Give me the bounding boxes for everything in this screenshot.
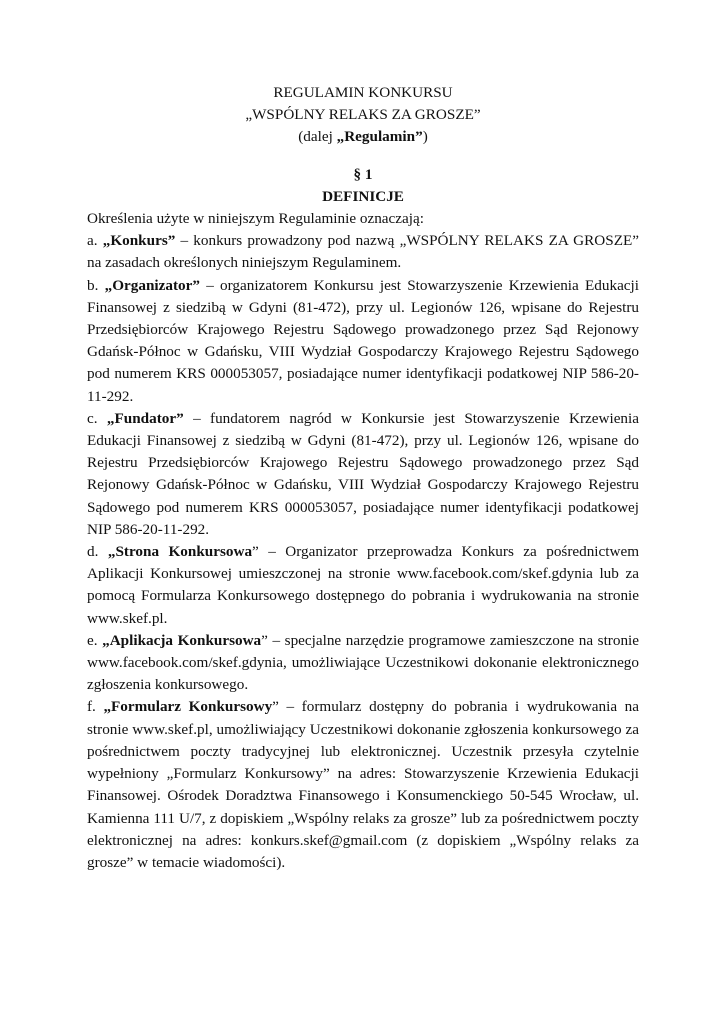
contest-name: „WSPÓLNY RELAKS ZA GROSZE” [245,106,481,124]
item-text: – konkurs prowadzony pod nazwą „WSPÓLNY RELAKS ZA GROSZE” na zasadach określonych niniejszym Regulaminem. [87,232,639,272]
item-letter: b. [87,276,105,294]
item-text: ” – specjalne narzędzie programowe zamieszczone na stronie www.facebook.com/skef.gdynia, umożliwiające Uczestnikowi dokonanie elektronicznego zgłoszenia konkursowego. [87,631,639,694]
item-text: – fundatorem nagród w Konkursie jest Stowarzyszenie Krzewienia Edukacji Finansowej z siedzibą w Gdyni (81-472), przy ul. Legionów 126, wpisane do Rejestru Przedsiębiorców Krajowego Rejestru Sądowego prowadzonego przez Sąd Rejonowy Gdańsk-Północ w Gdańsku, VIII Wydział Gospodarczy Krajowego Rejestru Sądowego pod numerem KRS 000053057, posiadające numer identyfikacji podatkowej NIP 586-20-11-292. [87,409,639,538]
item-letter: c. [87,409,107,427]
item-letter: f. [87,698,104,716]
document-header [87,82,639,149]
item-text: ” – formularz dostępny do pobrania i wydrukowania na stronie www.skef.pl, umożliwiający Uczestnikowi dokonanie zgłoszenia konkursowego za pośrednictwem poczty tradycyjnej lub elektronicznej. Uczestnik przesyła czytelnie wypełniony „Formularz Konkursowy” na adres: Stowarzyszenie Krzewienia Edukacji Finansowej. Ośrodek Doradztwa Finansowego i Konsumenckiego 50-545 Wrocław, ul. Kamienna 111 U/7, z dopiskiem „Wspólny relaks za grosze” lub za pośrednictwem poczty elektronicznej na adres: konkurs.skef@gmail.com (z dopiskiem „Wspólny relaks za grosze” w temacie wiadomości). [87,698,639,871]
item-term: „Aplikacja Konkursowa [102,631,262,649]
definition-item-formularz-konkursowy [87,696,639,874]
item-term: „Strona Konkursowa [107,543,253,561]
alias-suffix: ) [422,128,428,146]
alias-prefix: (dalej [298,128,337,146]
item-letter: d. [87,543,108,561]
item-term: „Fundator” [106,409,184,427]
definition-item-konkurs [87,230,639,274]
item-text: – organizatorem Konkursu jest Stowarzyszenie Krzewienia Edukacji Finansowej z siedzibą w Gdyni (81-472), przy ul. Legionów 126, wpisane do Rejestru Przedsiębiorców Krajowego Rejestru Sądowego prowadzonego przez Sąd Rejonowy Gdańsk-Północ w Gdańsku, VIII Wydział Gospodarczy Krajowego Rejestru Sądowego pod numerem KRS 000053057, posiadające numer identyfikacji podatkowej NIP 586-20-11-292. [87,276,639,405]
definition-item-organizator [87,275,639,408]
document-title: REGULAMIN KONKURSU [273,84,453,101]
item-term: „Organizator” [104,276,200,294]
item-text: ” – Organizator przeprowadza Konkurs za pośrednictwem Aplikacji Konkursowej umieszczonej na stronie www.facebook.com/skef.gdynia lub za pomocą Formularza Konkursowego dostępnego do pobrania i wydrukowania na stronie www.skef.pl. [87,543,640,627]
definition-item-strona-konkursowa [87,541,639,630]
item-term: „Konkurs” [102,232,176,250]
item-letter: a. [87,232,103,250]
item-term: „Formularz Konkursowy [103,698,273,716]
section-title: DEFINICJE [322,187,404,205]
alias-term: „Regulamin” [336,128,423,146]
section-number: § 1 [353,165,373,183]
document-alias [87,126,639,148]
item-letter: e. [87,631,103,649]
definition-item-fundator [87,408,639,541]
definitions-intro: Określenia użyte w niniejszym Regulaminie oznaczają: [87,210,424,228]
section-heading [87,164,639,208]
definitions-list [87,230,639,874]
definition-item-aplikacja-konkursowa [87,630,639,697]
